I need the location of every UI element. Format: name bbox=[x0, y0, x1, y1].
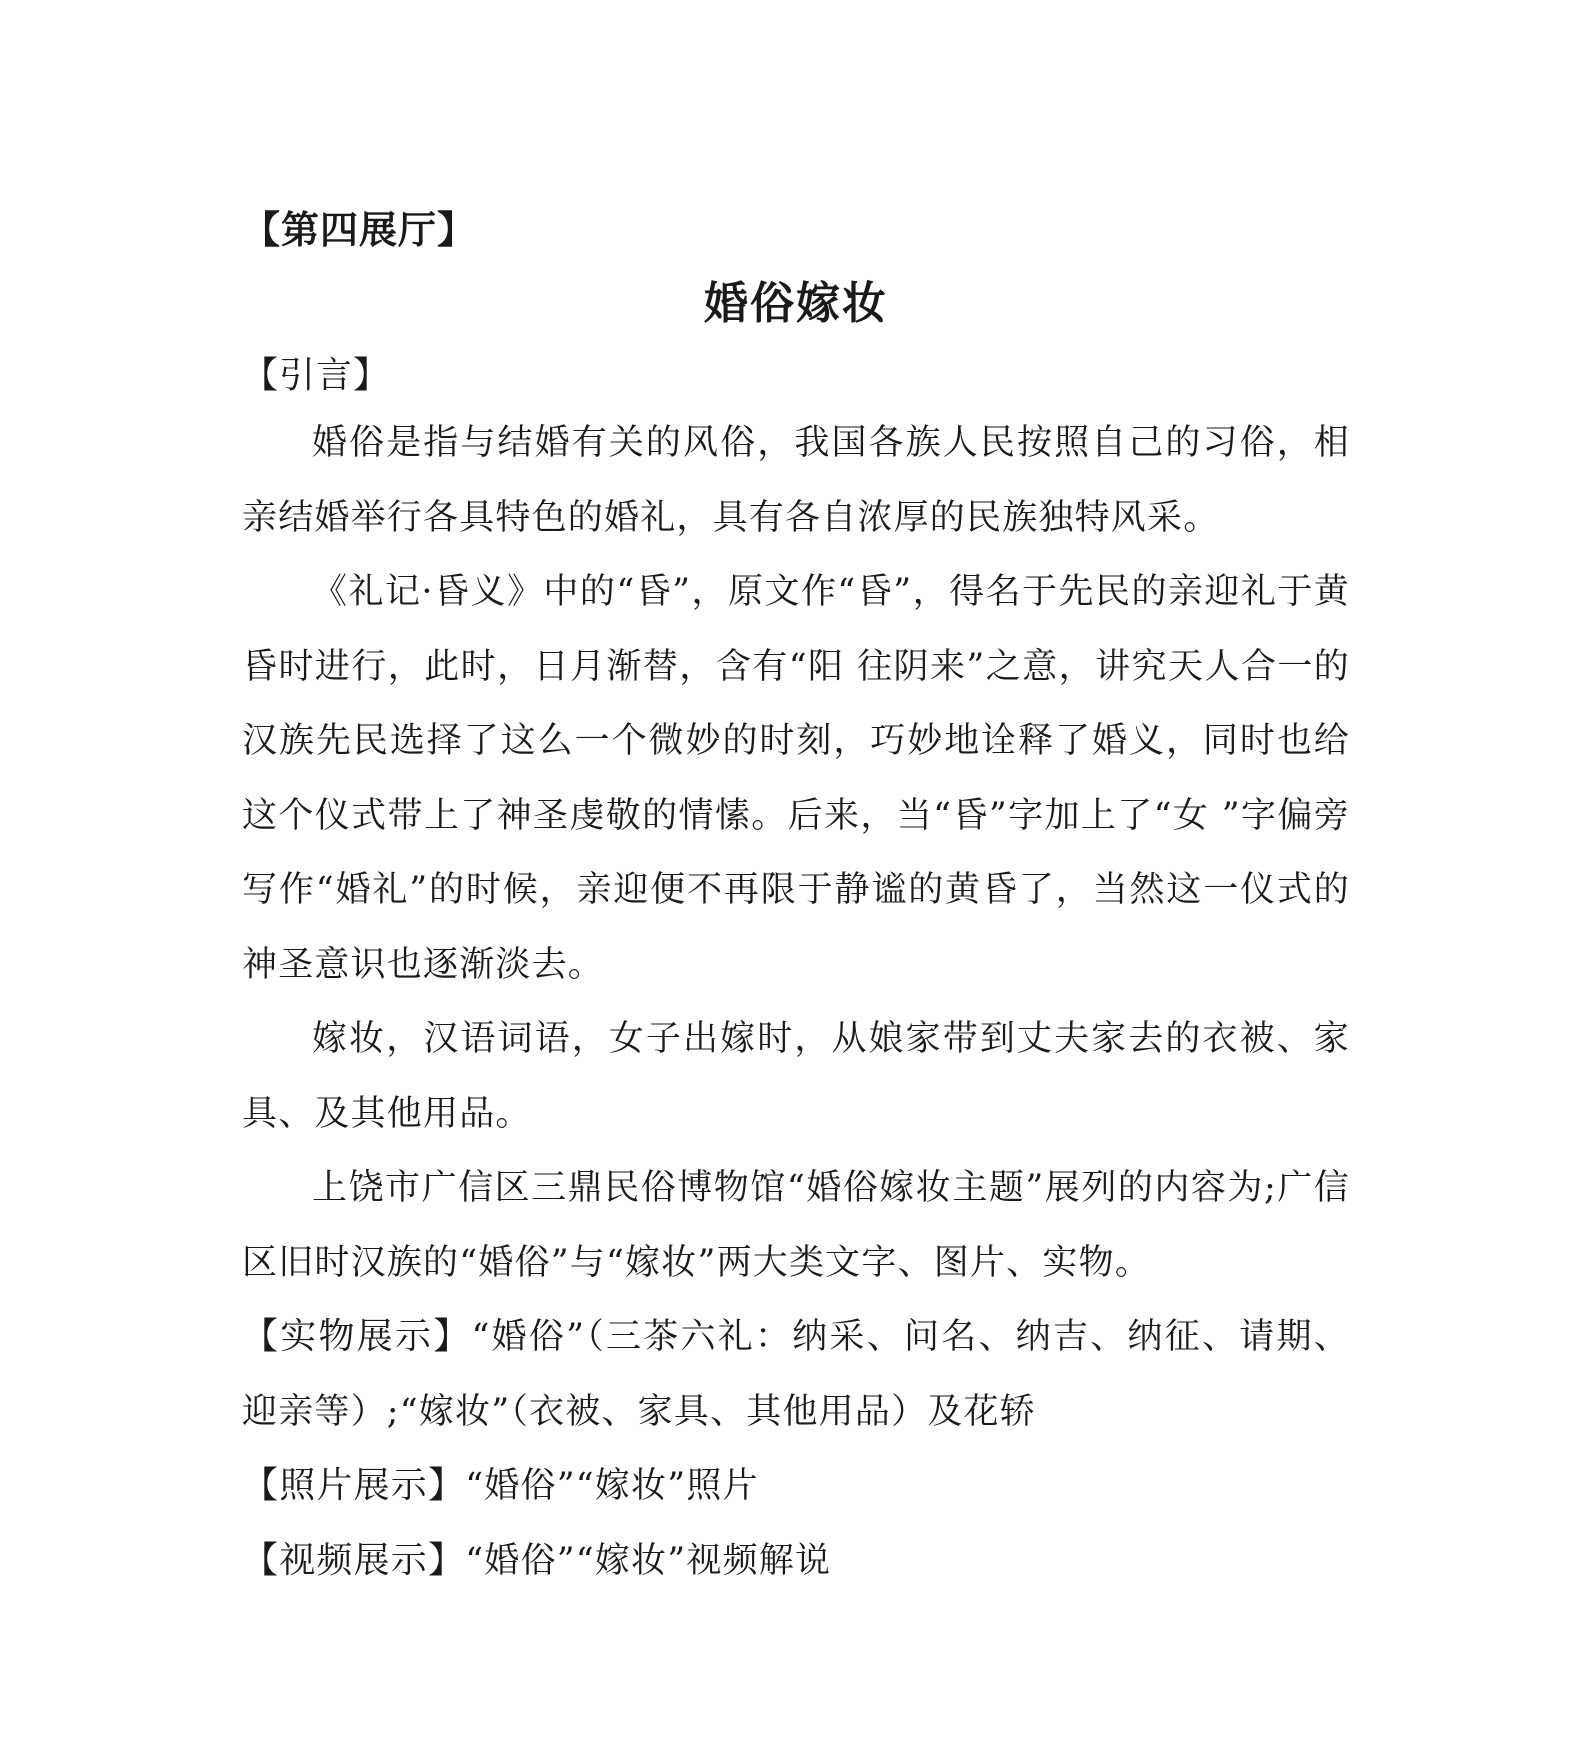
hall-label: 【第四展厅】 bbox=[242, 207, 477, 252]
display-physical-label: 【实物展示】 bbox=[242, 1316, 472, 1357]
display-video-text: “婚俗”“嫁妆”视频解说 bbox=[465, 1540, 832, 1581]
intro-paragraph-4: 上饶市广信区三鼎民俗博物馆“婚俗嫁妆主题”展列的内容为;广信区旧时汉族的“婚俗”与“嫁妆”两大类文字、图片、实物。 bbox=[242, 1168, 1350, 1283]
intro-paragraph-1: 婚俗是指与结婚有关的风俗，我国各族人民按照自己的习俗，相亲结婚举行各具特色的婚礼，具有各自浓厚的民族独特风采。 bbox=[242, 423, 1350, 538]
display-video bbox=[242, 1524, 1350, 1599]
page-title: 婚俗嫁妆 bbox=[704, 278, 888, 329]
display-photo-text: “婚俗”“嫁妆”照片 bbox=[465, 1466, 759, 1506]
display-physical bbox=[242, 1300, 1350, 1449]
display-photo bbox=[242, 1449, 1350, 1524]
display-video-label: 【视频展示】 bbox=[242, 1539, 466, 1581]
display-physical-text: “婚俗”（三茶六礼：纳采、问名、纳吉、纳征、请期、迎亲等）;“嫁妆”（衣被、家具、其他用品）及花轿 bbox=[242, 1317, 1350, 1432]
display-photo-label: 【照片展示】 bbox=[242, 1465, 466, 1506]
document-content bbox=[242, 200, 1350, 1598]
intro-paragraph-2: 《礼记·昏义》中的“昏”，原文作“昏”，得名于先民的亲迎礼于黄昏时进行，此时，日月渐替，含有“阳 往阴来”之意，讲究天人合一的汉族先民选择了这么一个微妙的时刻，巧妙地诠释了婚义，同时也给这个仪式带上了神圣虔敬的情愫。后来，当“昏”字加上了“女 ”字偏旁写作“婚礼”的时候，亲迎便不再限于静谧的黄昏了，当然这一仪式的神圣意识也逐渐淡去。 bbox=[242, 572, 1350, 985]
intro-label: 【引言】 bbox=[242, 355, 391, 396]
intro-paragraph-3: 嫁妆，汉语词语，女子出嫁时，从娘家带到丈夫家去的衣被、家具、及其他用品。 bbox=[242, 1019, 1350, 1134]
